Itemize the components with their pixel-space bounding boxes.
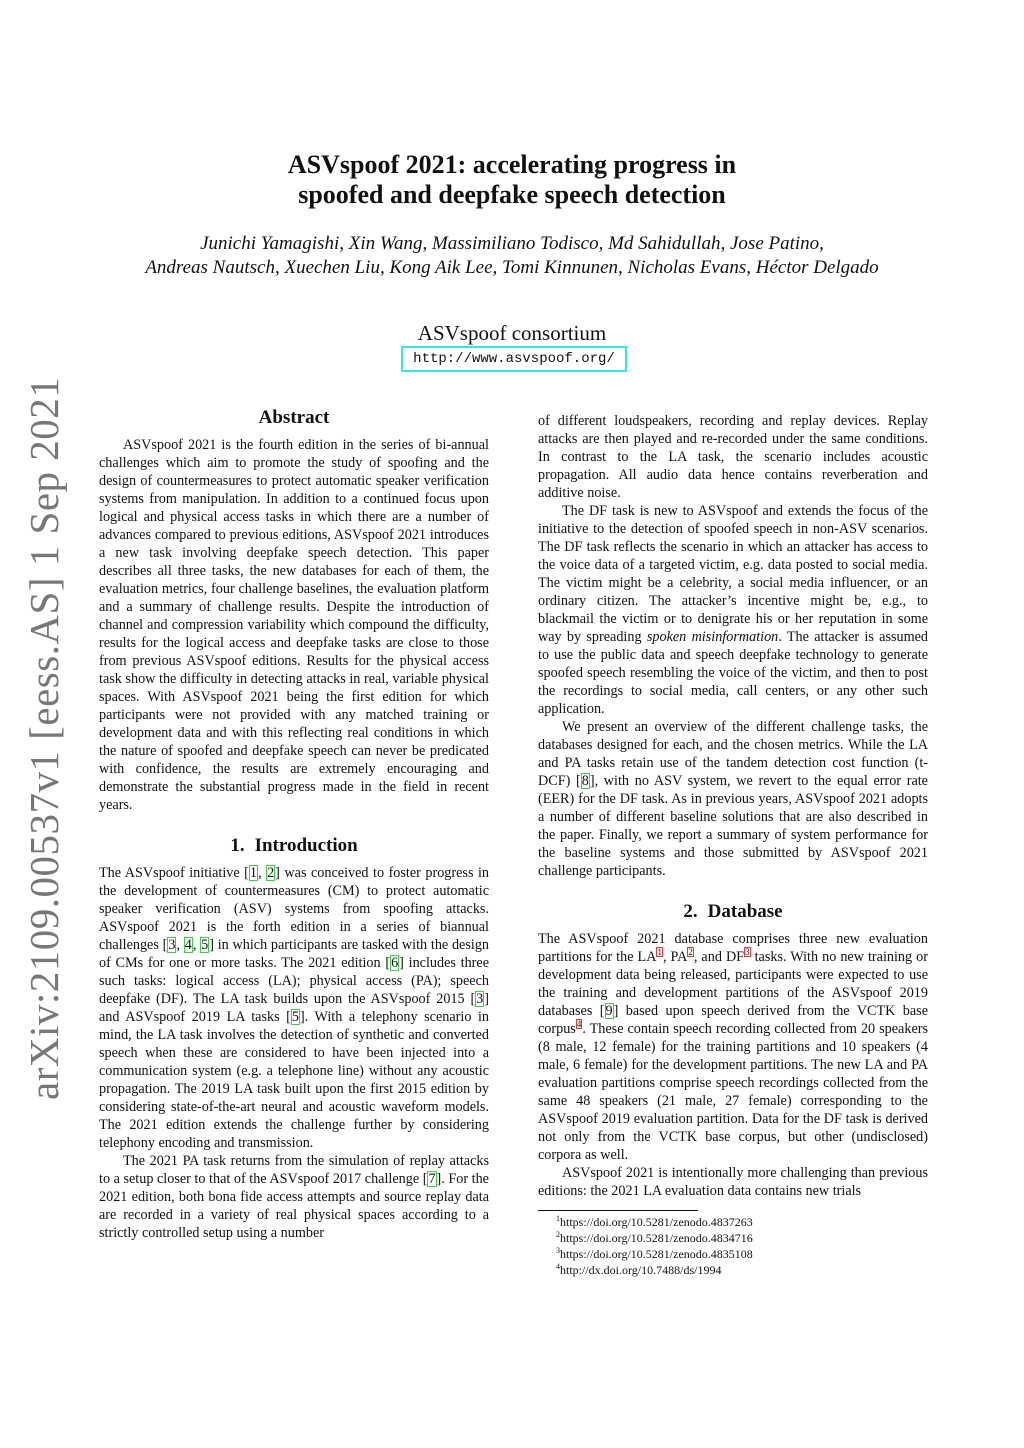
intro-paragraph: We present an overview of the different challenge tasks, the databases designed for each, and the chosen metrics. While the LA and PA tasks retain use of the tandem detection cost function (t-DCF) [8], with no ASV system, we revert to the equal error rate (EER) for the DF task. As in previous years, ASVspoof 2021 adopts a number of different baseline solutions that are also described in the paper. Finally, we report a summary of system performance for the baseline systems and those submitted by ASVspoof 2021 challenge participants. bbox=[538, 719, 928, 879]
footnote: $^3$https://doi.org/10.5281/zenodo.4835108 bbox=[556, 1246, 753, 1261]
citation-link[interactable]: 7 bbox=[428, 1171, 436, 1187]
citation-link[interactable]: 3 bbox=[168, 937, 176, 953]
abstract-heading: Abstract bbox=[258, 407, 330, 428]
citation-link[interactable]: 9 bbox=[605, 1003, 613, 1019]
citation-link[interactable]: 5 bbox=[291, 1009, 299, 1025]
authors-line: Junichi Yamagishi, Xin Wang, Massimiliano Todisco, Md Sahidullah, Jose Patino, bbox=[200, 233, 824, 254]
author-list bbox=[90, 232, 934, 280]
database-paragraph: ASVspoof 2021 is intentionally more challenging than previous editions: the 2021 LA evaluation data contains new trials bbox=[538, 1165, 928, 1199]
intro-paragraph: The ASVspoof initiative [1, 2] was conceived to foster progress in the development of countermeasures (CM) to protect automatic speaker verification (ASV) systems from spoofing attacks. ASVspoof 2021 is the forth edition in a series of biannual challenges [3, 4, 5] in which participants are tasked with the design of CMs for one or more tasks. The 2021 edition [6] includes three such tasks: logical access (LA); physical access (PA); speech deepfake (DF). The LA task builds upon the ASVspoof 2015 [3] and ASVspoof 2019 LA tasks [5]. With a telephony scenario in mind, the LA task involves the detection of synthetic and converted speech when these are considered to have been injected into a communication system (e.g. a telephone line) without any acoustic propagation. The 2019 LA task built upon the first 2015 edition by considering state-of-the-art neural and acoustic waveform models. The 2021 edition extends the challenge further by considering telephony encoding and transmission. bbox=[99, 865, 490, 1151]
intro-paragraph: The 2021 PA task returns from the simulation of replay attacks to a setup closer to that of the ASVspoof 2017 challenge [7]. For the 2021 edition, both bona fide access attempts and source replay data are recorded in a variety of real physical spaces according to a strictly controlled setup using a number bbox=[99, 1153, 489, 1241]
authors-line: Andreas Nautsch, Xuechen Liu, Kong Aik Lee, Tomi Kinnunen, Nicholas Evans, Héctor Delgado bbox=[145, 257, 879, 278]
section-title: Database bbox=[707, 901, 783, 922]
citation-link[interactable]: 2 bbox=[267, 865, 275, 881]
section-number: 1. bbox=[230, 835, 245, 856]
arxiv-stamp: arXiv:2109.00537v1 [eess.AS] 1 Sep 2021 bbox=[21, 376, 67, 1100]
introduction-heading bbox=[99, 834, 489, 858]
footnotes bbox=[538, 1210, 753, 1278]
consortium-name: ASVspoof consortium bbox=[417, 321, 607, 345]
database-heading bbox=[538, 900, 928, 924]
left-column bbox=[99, 406, 489, 1242]
citation-link[interactable]: 5 bbox=[201, 937, 209, 953]
intro-paragraph: The DF task is new to ASVspoof and extends the focus of the initiative to the detection of spoofed speech in non-ASV scenarios. The DF task reflects the scenario in which an attacker has access to the voice data of a targeted victim, e.g. data posted to social media. The victim might be a celebrity, a social media influencer, or an ordinary citizen. The attacker’s incentive might be, e.g., to blackmail the victim or to denigrate his or her reputation in some way by spreading spoken misinformation. The attacker is assumed to use the public data and speech deepfake technology to generate spoofed speech resembling the voice of the victim, and then to post the recordings to social media, call centers, or any other such application. bbox=[538, 503, 929, 717]
paper-title bbox=[150, 150, 874, 210]
citation-link[interactable]: 4 bbox=[184, 937, 192, 953]
citation-link[interactable]: 1 bbox=[249, 865, 257, 881]
intro-paragraph-continued: of different loudspeakers, recording and replay devices. Replay attacks are then played and re-recorded under the same conditions. In contrast to the LA task, the scenario includes acoustic propagation. All audio data hence contains reverberation and additive noise. bbox=[538, 413, 928, 501]
title-line: ASVspoof 2021: accelerating progress in bbox=[287, 150, 737, 179]
footnote-link[interactable]: 3 bbox=[745, 947, 750, 958]
footnote: $^1$https://doi.org/10.5281/zenodo.4837263 bbox=[556, 1214, 753, 1229]
citation-link[interactable]: 8 bbox=[581, 773, 589, 789]
citation-link[interactable]: 6 bbox=[391, 955, 399, 971]
footnote-link[interactable]: 4 bbox=[576, 1019, 582, 1030]
footnote-url-link[interactable]: http://dx.doi.org/10.7488/ds/1994 bbox=[560, 1263, 722, 1277]
consortium-url-link[interactable]: http://www.asvspoof.org/ bbox=[401, 346, 627, 372]
section-title: Introduction bbox=[254, 835, 358, 856]
section-number: 2. bbox=[683, 901, 698, 922]
database-paragraph: The ASVspoof 2021 database comprises three new evaluation partitions for the LA$^1$, PA$^2$, and DF$^3$ tasks. With no new training or development data being released, participants were expected to use the training and development partitions of the ASVspoof 2019 databases [9] based upon speech derived from the VCTK base corpus$^4$. These contain speech recording collected from 20 speakers (8 male, 12 female) for the training partitions and 10 speakers (4 male, 6 female) for the development partitions. The new LA and PA evaluation partitions comprise speech recordings collected from the same 48 speakers (21 male, 27 female) corresponding to the ASVspoof 2019 evaluation partition. Data for the DF task is derived not only from the VCTK base corpus, but other (undisclosed) corpora as well. bbox=[538, 931, 928, 1163]
footnote-link[interactable]: 2 bbox=[688, 947, 693, 958]
footnote-url-link[interactable]: https://doi.org/10.5281/zenodo.4837263 bbox=[560, 1215, 753, 1229]
citation-link[interactable]: 3 bbox=[476, 991, 484, 1007]
footnote-link[interactable]: 1 bbox=[657, 947, 662, 958]
abstract-text: ASVspoof 2021 is the fourth edition in the series of bi-annual challenges which aim to promote the study of spoofing and the design of countermeasures to protect automatic speaker verification systems from manipulation. In addition to a continued focus upon logical and physical access tasks in which there are a number of advances compared to previous editions, ASVspoof 2021 introduces a new task involving deepfake speech detection. This paper describes all three tasks, the new databases for each of them, the evaluation metrics, four challenge baselines, the evaluation platform and a summary of challenge results. Despite the introduction of channel and compression variability which compound the difficulty, results for the logical access and deepfake tasks are close to those from previous ASVspoof editions. Results for the physical access task show the difficulty in detecting attacks in real, variable physical spaces. With ASVspoof 2021 being the first edition for which participants were not provided with any matched training or development data and with this reflecting real conditions in which the nature of spoofed and deepfake speech can never be predicated with confidence, the results are extremely encouraging and demonstrate the substantial progress made in the field in recent years. bbox=[99, 437, 489, 813]
footnote: $^2$https://doi.org/10.5281/zenodo.4834716 bbox=[556, 1230, 753, 1245]
footnote-url-link[interactable]: https://doi.org/10.5281/zenodo.4834716 bbox=[560, 1231, 753, 1245]
title-line: spoofed and deepfake speech detection bbox=[298, 180, 726, 209]
footnote-url-link[interactable]: https://doi.org/10.5281/zenodo.4835108 bbox=[560, 1247, 753, 1261]
footnote: $^4$http://dx.doi.org/10.7488/ds/1994 bbox=[556, 1262, 722, 1277]
right-column bbox=[538, 412, 928, 1278]
